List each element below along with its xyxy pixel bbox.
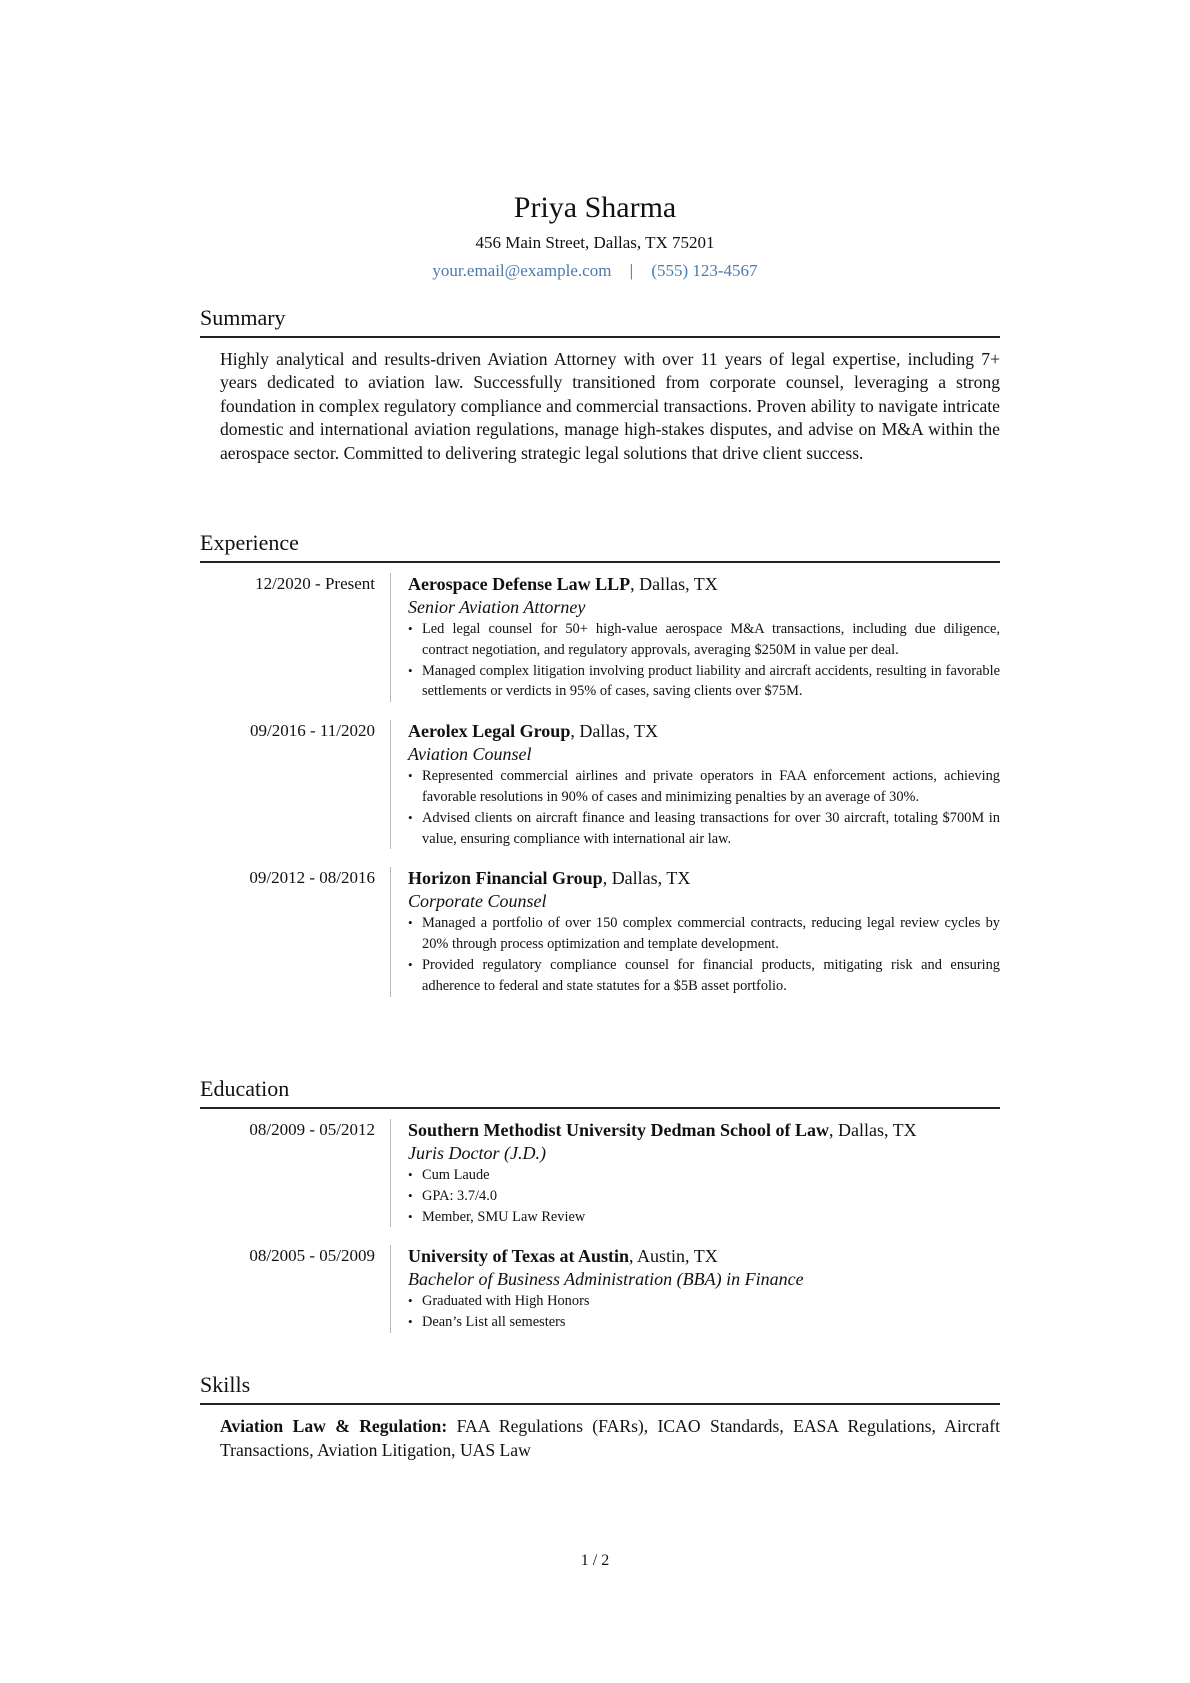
education-role: Bachelor of Business Administration (BBA) in Finance	[408, 1269, 804, 1290]
experience-organization: Horizon Financial Group	[408, 868, 603, 889]
contact-separator: |	[629, 261, 634, 280]
experience-role: Aviation Counsel	[408, 744, 532, 765]
contact-line	[0, 260, 1190, 282]
experience-entry-body	[390, 573, 1000, 702]
phone-link[interactable]: (555) 123-4567	[651, 261, 758, 280]
experience-role: Corporate Counsel	[408, 891, 547, 912]
education-date: 08/2009 - 05/2012	[249, 1120, 375, 1139]
experience-heading	[408, 867, 1000, 890]
bullet-item: • GPA: 3.7/4.0	[408, 1186, 1000, 1207]
experience-date: 09/2012 - 08/2016	[249, 868, 375, 888]
experience-entry	[200, 867, 1000, 996]
experience-bullets	[408, 619, 1000, 702]
education-title: Education	[200, 1075, 1000, 1109]
bullet-item: • Cum Laude	[408, 1165, 1000, 1186]
experience-section	[200, 529, 1000, 997]
experience-bullets	[408, 766, 1000, 849]
experience-heading	[408, 573, 1000, 596]
education-entry	[200, 1119, 1000, 1227]
skills-title: Skills	[200, 1371, 1000, 1405]
experience-organization: Aerospace Defense Law LLP	[408, 574, 631, 594]
bullet-item: • Led legal counsel for 50+ high-value aerospace M&A transactions, including due diligence, contract negotiation, and regulatory approvals, averaging $250M in value per deal.	[408, 619, 1000, 661]
experience-entry	[200, 720, 1000, 849]
experience-entry-body	[390, 867, 1000, 996]
skills-label: Aviation Law & Regulation:	[220, 1416, 448, 1436]
page-number: 1 / 2	[580, 1552, 610, 1569]
education-location: , Dallas, TX	[829, 1120, 917, 1140]
skills-text	[220, 1415, 1000, 1462]
bullet-item: • Represented commercial airlines and private operators in FAA enforcement actions, achieving favorable resolutions in 90% of cases and minimizing penalties by an average of 30%.	[408, 766, 1000, 808]
education-role: Juris Doctor (J.D.)	[408, 1143, 546, 1163]
summary-section	[200, 304, 1000, 465]
education-heading	[408, 1245, 1000, 1268]
education-list	[200, 1119, 1000, 1333]
experience-title: Experience	[200, 529, 1000, 563]
education-heading	[408, 1119, 1000, 1142]
bullet-item: • Advised clients on aircraft finance and leasing transactions for over 30 aircraft, totaling $700M in value, ensuring compliance with international air law.	[408, 808, 1000, 850]
bullet-item: • Dean’s List all semesters	[408, 1312, 1000, 1333]
summary-title: Summary	[200, 304, 1000, 338]
bullet-item: • Member, SMU Law Review	[408, 1207, 1000, 1228]
education-entry-body	[390, 1119, 1000, 1227]
education-date: 08/2005 - 05/2009	[249, 1246, 375, 1266]
experience-role: Senior Aviation Attorney	[408, 597, 586, 617]
experience-bullets	[408, 913, 1000, 996]
candidate-name: Priya Sharma	[513, 191, 677, 224]
bullet-item: • Graduated with High Honors	[408, 1291, 1000, 1312]
experience-location: , Dallas, TX	[602, 868, 691, 889]
experience-entry-body	[390, 720, 1000, 849]
education-location: , Austin, TX	[629, 1246, 718, 1267]
skills-list: FAA Regulations (FARs), ICAO Standards, EASA Regulations, Aircraft Transactions, Aviation Litigation, UAS Law	[220, 1416, 1000, 1460]
resume-header	[0, 190, 1190, 282]
bullet-item: • Managed a portfolio of over 150 complex commercial contracts, reducing legal review cycles by 20% through process optimization and template development.	[408, 913, 1000, 955]
education-bullets	[408, 1165, 1000, 1227]
experience-location: , Dallas, TX	[570, 721, 658, 742]
address: 456 Main Street, Dallas, TX 75201	[475, 233, 715, 252]
email-link[interactable]: your.email@example.com	[432, 261, 612, 280]
education-organization: University of Texas at Austin	[408, 1246, 630, 1267]
summary-text: Highly analytical and results-driven Aviation Attorney with over 11 years of legal expertise, including 7+ years dedicated to aviation law. Successfully transitioned from corporate counsel, leveraging a strong foundation in complex regulatory compliance and commercial transactions. Proven ability to navigate intricate domestic and international aviation regulations, manage high-stakes disputes, and advise on M&A within the aerospace sector. Committed to delivering strategic legal solutions that drive client success.	[220, 349, 1000, 463]
experience-entry	[200, 573, 1000, 702]
bullet-item: • Managed complex litigation involving product liability and aircraft accidents, resulting in favorable settlements or verdicts in 95% of cases, saving clients over $75M.	[408, 661, 1000, 703]
experience-list	[200, 573, 1000, 997]
education-section	[200, 1075, 1000, 1333]
experience-date: 12/2020 - Present	[255, 574, 375, 593]
education-entry-body	[390, 1245, 1000, 1333]
bullet-item: • Provided regulatory compliance counsel for financial products, mitigating risk and ensuring adherence to federal and state statutes for a $5B asset portfolio.	[408, 955, 1000, 997]
experience-heading	[408, 720, 1000, 743]
experience-organization: Aerolex Legal Group	[408, 721, 571, 742]
skills-section	[200, 1371, 1000, 1462]
education-bullets	[408, 1291, 1000, 1333]
education-organization: Southern Methodist University Dedman School of Law	[408, 1120, 830, 1140]
education-entry	[200, 1245, 1000, 1333]
experience-location: , Dallas, TX	[630, 574, 718, 594]
experience-date: 09/2016 - 11/2020	[250, 721, 375, 741]
